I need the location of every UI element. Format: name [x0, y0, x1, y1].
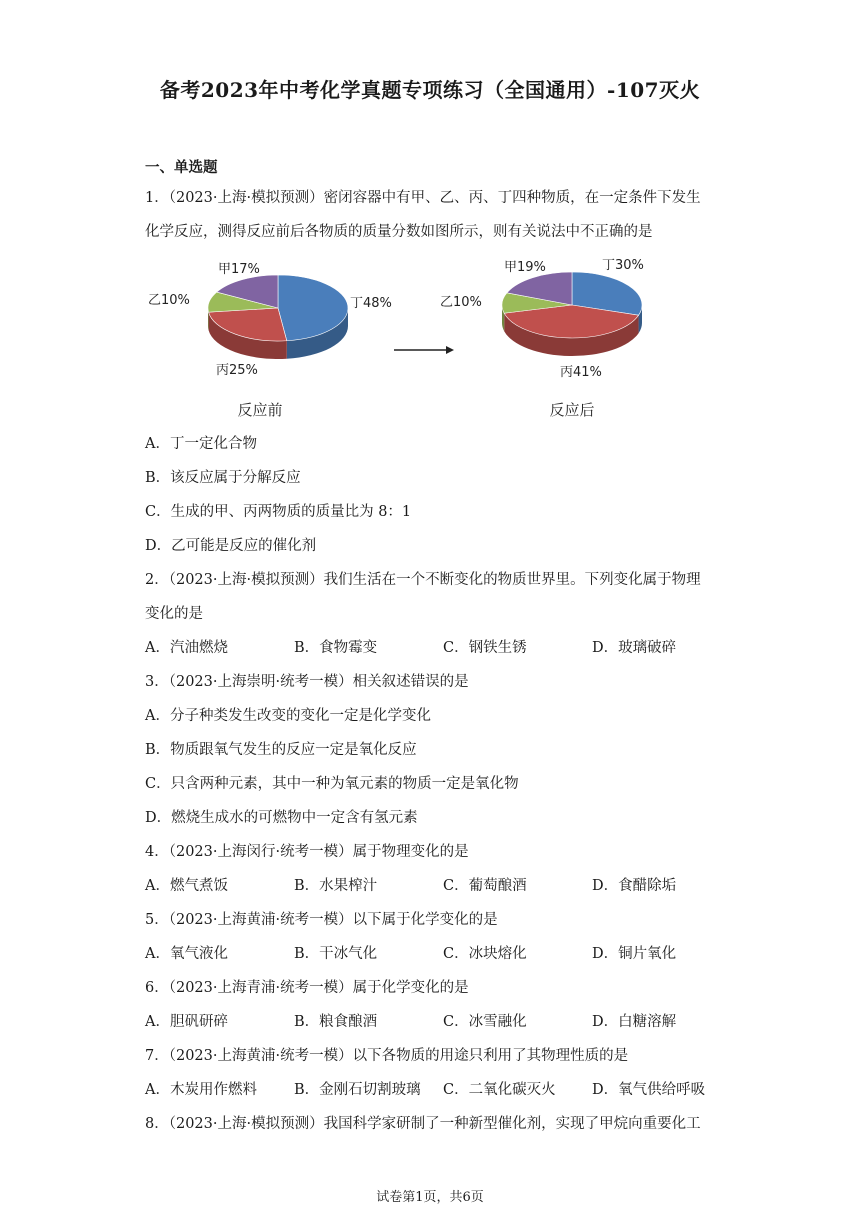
q6-option-c: C．冰雪融化	[443, 1014, 527, 1030]
q1-option-c: C．生成的甲、丙两物质的质量比为 8：1	[145, 504, 412, 520]
q7-option-b: B．金刚石切割玻璃	[294, 1082, 421, 1098]
q2-option-c: C．钢铁生锈	[443, 640, 527, 656]
q2-option-a: A．汽油燃烧	[145, 640, 228, 656]
q5-option-d: D．铜片氧化	[592, 946, 677, 962]
q1-option-d: D．乙可能是反应的催化剂	[145, 538, 317, 554]
section-heading: 一、单选题	[145, 159, 218, 176]
q6-stem: 6．（2023·上海青浦·统考一模）属于化学变化的是	[145, 980, 469, 996]
q6-option-d: D．白糖溶解	[592, 1014, 677, 1030]
label-bing-after: 丙41%	[560, 365, 602, 380]
q6-option-b: B．粮食酿酒	[294, 1014, 378, 1030]
q5-option-c: C．冰块熔化	[443, 946, 527, 962]
q3-option-d: D．燃烧生成水的可燃物中一定含有氢元素	[145, 810, 418, 826]
q2-option-b: B．食物霉变	[294, 640, 378, 656]
pie-charts-svg	[140, 250, 680, 430]
q4-option-a: A．燃气煮饭	[145, 878, 228, 894]
q6-option-a: A．胆矾研碎	[145, 1014, 228, 1030]
q1-option-b: B．该反应属于分解反应	[145, 470, 301, 486]
q8-stem: 8．（2023·上海·模拟预测）我国科学家研制了一种新型催化剂，实现了甲烷向重要化工	[145, 1116, 701, 1132]
pie-chart-before	[208, 275, 348, 359]
label-yi-before: 乙10%	[148, 293, 190, 308]
q2-stem-line1: 2．（2023·上海·模拟预测）我们生活在一个不断变化的物质世界里。下列变化属于物理	[145, 572, 701, 588]
q1-pie-figure	[140, 250, 680, 430]
page-title: 备考2023年中考化学真题专项练习（全国通用）-107灭火	[159, 78, 701, 102]
q3-option-c: C．只含两种元素，其中一种为氧元素的物质一定是氧化物	[145, 776, 519, 792]
q5-stem: 5．（2023·上海黄浦·统考一模）以下属于化学变化的是	[145, 912, 498, 928]
label-bing-before: 丙25%	[216, 363, 258, 378]
label-jia-after: 甲19%	[504, 260, 546, 275]
q4-option-c: C．葡萄酿酒	[443, 878, 527, 894]
q3-option-b: B．物质跟氧气发生的反应一定是氧化反应	[145, 742, 417, 758]
label-yi-after: 乙10%	[440, 295, 482, 310]
q4-option-d: D．食醋除垢	[592, 878, 677, 894]
q4-option-b: B．水果榨汁	[294, 878, 378, 894]
q3-stem: 3．（2023·上海崇明·统考一模）相关叙述错误的是	[145, 674, 469, 690]
q2-stem-line2: 变化的是	[145, 606, 203, 622]
label-jia-before: 甲17%	[218, 262, 260, 277]
label-ding-after: 丁30%	[602, 258, 644, 273]
page-footer: 试卷第1页，共6页	[376, 1190, 484, 1205]
pie-chart-after	[502, 272, 642, 356]
q5-option-a: A．氧气液化	[145, 946, 228, 962]
q7-option-c: C．二氧化碳灭火	[443, 1082, 556, 1098]
q7-option-a: A．木炭用作燃料	[145, 1082, 257, 1098]
pie-caption-after: 反应后	[549, 401, 595, 419]
pie-caption-before: 反应前	[237, 401, 283, 419]
q1-stem-line2: 化学反应，测得反应前后各物质的质量分数如图所示，则有关说法中不正确的是	[145, 224, 653, 240]
q4-stem: 4．（2023·上海闵行·统考一模）属于物理变化的是	[145, 844, 469, 860]
q7-stem: 7．（2023·上海黄浦·统考一模）以下各物质的用途只利用了其物理性质的是	[145, 1048, 629, 1064]
q1-stem-line1: 1．（2023·上海·模拟预测）密闭容器中有甲、乙、丙、丁四种物质，在一定条件下发生	[145, 190, 701, 206]
label-ding-before: 丁48%	[350, 296, 392, 311]
reaction-arrow-head	[446, 346, 454, 354]
q5-option-b: B．干冰气化	[294, 946, 378, 962]
q1-option-a: A．丁一定化合物	[145, 436, 257, 452]
q7-option-d: D．氧气供给呼吸	[592, 1082, 706, 1098]
q3-option-a: A．分子种类发生改变的变化一定是化学变化	[145, 708, 431, 724]
q2-option-d: D．玻璃破碎	[592, 640, 677, 656]
